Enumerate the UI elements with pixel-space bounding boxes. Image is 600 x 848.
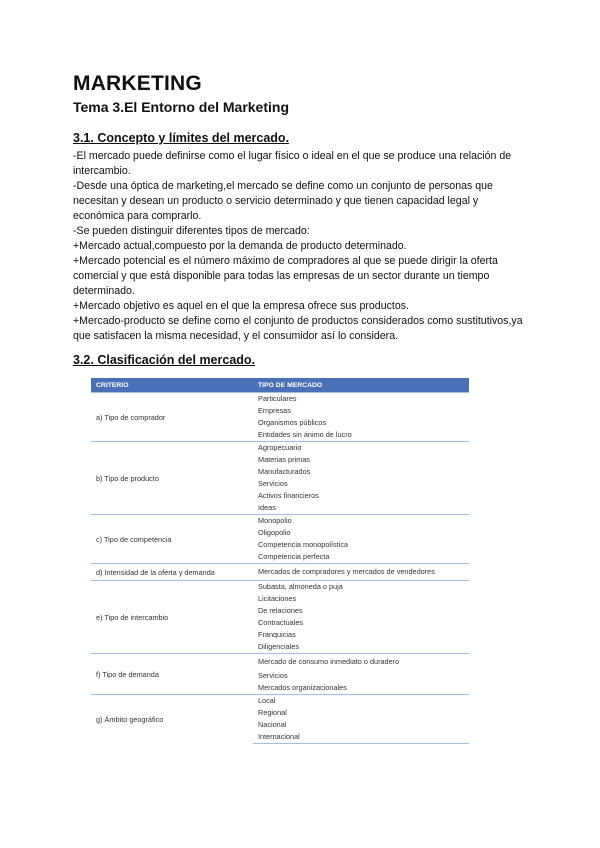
market-type-cell: Servicios [258, 479, 288, 488]
table-row [91, 564, 469, 581]
market-type-cell: Oligopolio [258, 528, 291, 537]
market-type-cell: Mercado de consumo inmediato o duradero [253, 654, 469, 671]
paragraph: -Desde una óptica de marketing,el mercado se define como un conjunto de personas que necesitan y desean un producto o servicio determinado y que tienen capacidad legal y económica para comprarlo. [73, 180, 493, 222]
table-row [91, 442, 469, 455]
section-body [73, 149, 523, 344]
criterion-cell: d) Intensidad de la oferta y demanda [91, 564, 253, 581]
market-type-cell: Empresas [258, 406, 291, 415]
header-tipo-mercado: TIPO DE MERCADO [253, 378, 469, 393]
market-type-cell: Nacional [258, 720, 287, 729]
market-type-cell: Franquicias [258, 630, 296, 639]
criterion-cell: b) Tipo de producto [91, 442, 253, 515]
criterion-cell: e) Tipo de intercambio [91, 581, 253, 654]
header-criterio: CRITERIO [91, 378, 253, 393]
market-type-cell: Ideas [258, 503, 276, 512]
market-type-cell: Servicios [258, 671, 288, 680]
market-type-cell: Entidades sin ánimo de lucro [258, 430, 352, 439]
market-type-cell: Competencia perfecta [258, 552, 330, 561]
market-type-cell: Contractuales [258, 618, 304, 627]
section-heading-clasificacion: 3.2. Clasificación del mercado. [73, 353, 256, 367]
table-body [91, 393, 469, 744]
market-type-cell: Mercados de compradores y mercados de vendedores [253, 564, 469, 581]
market-type-cell: Regional [258, 708, 287, 717]
market-classification-table [91, 378, 469, 744]
table-row [91, 515, 469, 528]
paragraph: -El mercado puede definirse como el lugar físico o ideal en el que se produce una relación de intercambio. [73, 150, 512, 177]
criterion-cell: f) Tipo de demanda [91, 654, 253, 695]
market-type-cell: Diligenciales [258, 642, 299, 651]
topic-title: Tema 3.El Entorno del Marketing [73, 99, 290, 115]
market-type-cell: Internacional [253, 731, 469, 744]
market-type-cell: Particulares [253, 393, 469, 406]
table-row [91, 393, 469, 406]
paragraph: +Mercado potencial es el número máximo de compradores al que se puede dirigir la oferta comercial y que está disponible para todas las empresas de un sector durante un tiempo determinado. [73, 255, 498, 297]
market-type-cell: Local [253, 695, 469, 708]
table-row [91, 654, 469, 671]
criterion-cell: g) Ámbito geográfico [91, 695, 253, 744]
table-row [91, 695, 469, 708]
market-type-cell: Monopolio [253, 515, 469, 528]
market-type-cell: Agropecuario [253, 442, 469, 455]
paragraph: +Mercado-producto se define como el conjunto de productos considerados como sustitutivos,ya que satisfacen la misma necesidad, y el consumidor así lo considera. [73, 315, 523, 342]
paragraph: -Se pueden distinguir diferentes tipos de mercado: [73, 225, 310, 237]
market-type-cell: Mercados organizacionales [258, 683, 347, 692]
table-row [91, 581, 469, 594]
market-type-cell: Licitaciones [258, 594, 297, 603]
market-type-cell: Activos financieros [258, 491, 319, 500]
criterion-cell: a) Tipo de comprador [91, 393, 253, 442]
market-type-cell: Manufacturados [258, 467, 311, 476]
paragraph: +Mercado actual,compuesto por la demanda de producto determinado. [73, 240, 407, 252]
criterion-cell: c) Tipo de competencia [91, 515, 253, 564]
market-type-cell: Organismos públicos [258, 418, 327, 427]
document-title: MARKETING [73, 72, 202, 95]
market-type-cell: Subasta, almoneda o puja [253, 581, 469, 594]
market-type-cell: Materias primas [258, 455, 310, 464]
market-type-cell: De relaciones [258, 606, 303, 615]
table-header-row [91, 378, 469, 393]
paragraph: +Mercado objetivo es aquel en el que la empresa ofrece sus productos. [73, 300, 409, 312]
section-heading-concepto: 3.1. Concepto y límites del mercado. [73, 131, 290, 145]
market-type-cell: Competencia monopolística [258, 540, 349, 549]
